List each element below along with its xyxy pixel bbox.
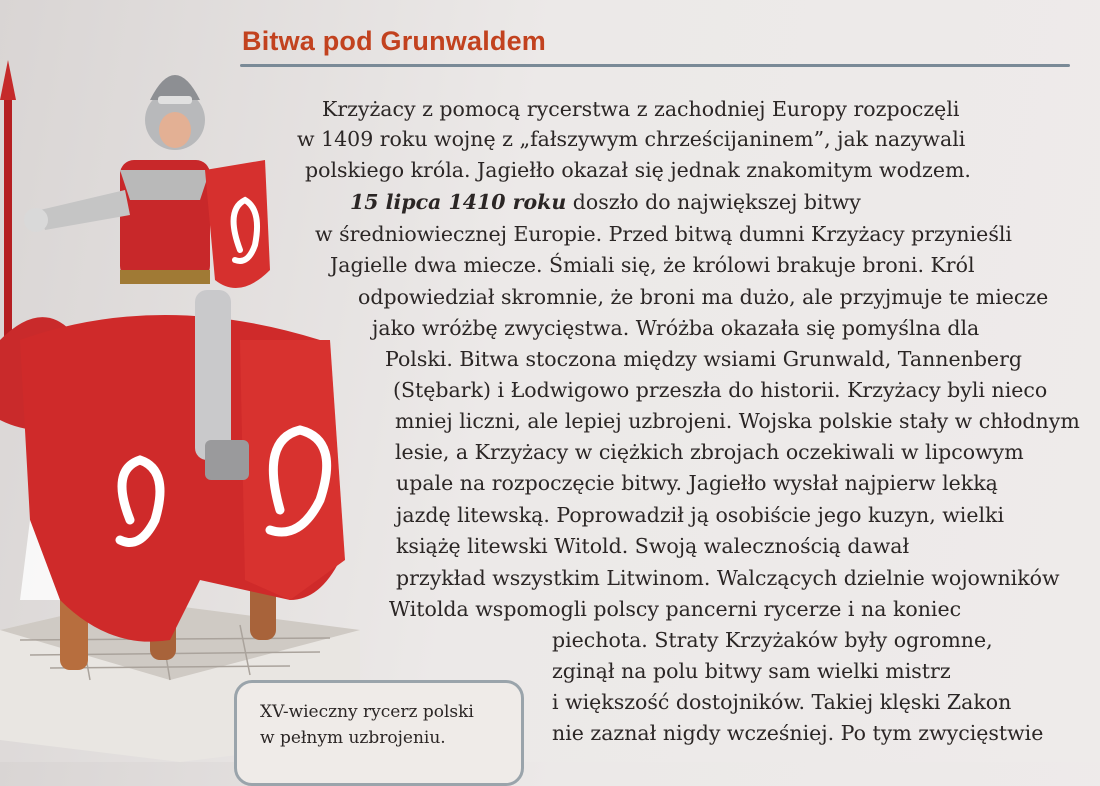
paragraph-line: piechota. Straty Krzyżaków były ogromne, (552, 628, 993, 652)
paragraph-line-text: doszło do największej bitwy (566, 190, 861, 214)
paragraph-line: i większość dostojników. Takiej klęski Zakon (552, 690, 1012, 714)
date-highlight: 15 lipca 1410 roku (350, 190, 567, 214)
paragraph-line: przykład wszystkim Litwinom. Walczących dzielnie wojowników (396, 566, 1060, 590)
figure-caption-line: XV-wieczny rycerz polski (260, 702, 474, 722)
paragraph-line: (Stębark) i Łodwigowo przeszła do historii. Krzyżacy byli nieco (393, 378, 1048, 402)
paragraph-line: mniej liczni, ale lepiej uzbrojeni. Wojska polskie stały w chłodnym (395, 409, 1080, 433)
paragraph-line: nie zaznał nigdy wcześniej. Po tym zwycięstwie (552, 721, 1044, 745)
paragraph-line: Polski. Bitwa stoczona między wsiami Grunwald, Tannenberg (385, 347, 1022, 371)
paragraph-line-date (350, 190, 861, 214)
paragraph-line: jazdę litewską. Poprowadził ją osobiście jego kuzyn, wielki (396, 503, 1005, 527)
paragraph-line: jako wróżbę zwycięstwa. Wróżba okazała się pomyślna dla (372, 316, 980, 340)
paragraph-line: Krzyżacy z pomocą rycerstwa z zachodniej Europy rozpoczęli (322, 97, 960, 121)
figure-caption-line: w pełnym uzbrojeniu. (260, 728, 446, 748)
paragraph-line: lesie, a Krzyżacy w ciężkich zbrojach oczekiwali w lipcowym (395, 440, 1024, 464)
page-title: Bitwa pod Grunwaldem (242, 26, 547, 56)
paragraph-line: upale na rozpoczęcie bitwy. Jagiełło wysłał najpierw lekką (396, 471, 998, 495)
paragraph-line: Witolda wspomogli polscy pancerni rycerze i na koniec (389, 597, 962, 621)
paragraph-line: odpowiedział skromnie, że broni ma dużo, ale przyjmuje te miecze (358, 285, 1049, 309)
paragraph-line: zginął na polu bitwy sam wielki mistrz (552, 659, 951, 683)
paragraph-line: książę litewski Witold. Swoją walecznością dawał (396, 534, 910, 558)
paragraph-line: polskiego króla. Jagiełło okazał się jednak znakomitym wodzem. (305, 158, 971, 182)
paragraph-line: w średniowiecznej Europie. Przed bitwą dumni Krzyżacy przynieśli (315, 222, 1012, 246)
paragraph-line: w 1409 roku wojnę z „fałszywym chrześcijaninem”, jak nazywali (297, 127, 966, 151)
paragraph-line: Jagielle dwa miecze. Śmiali się, że królowi brakuje broni. Król (330, 253, 975, 277)
